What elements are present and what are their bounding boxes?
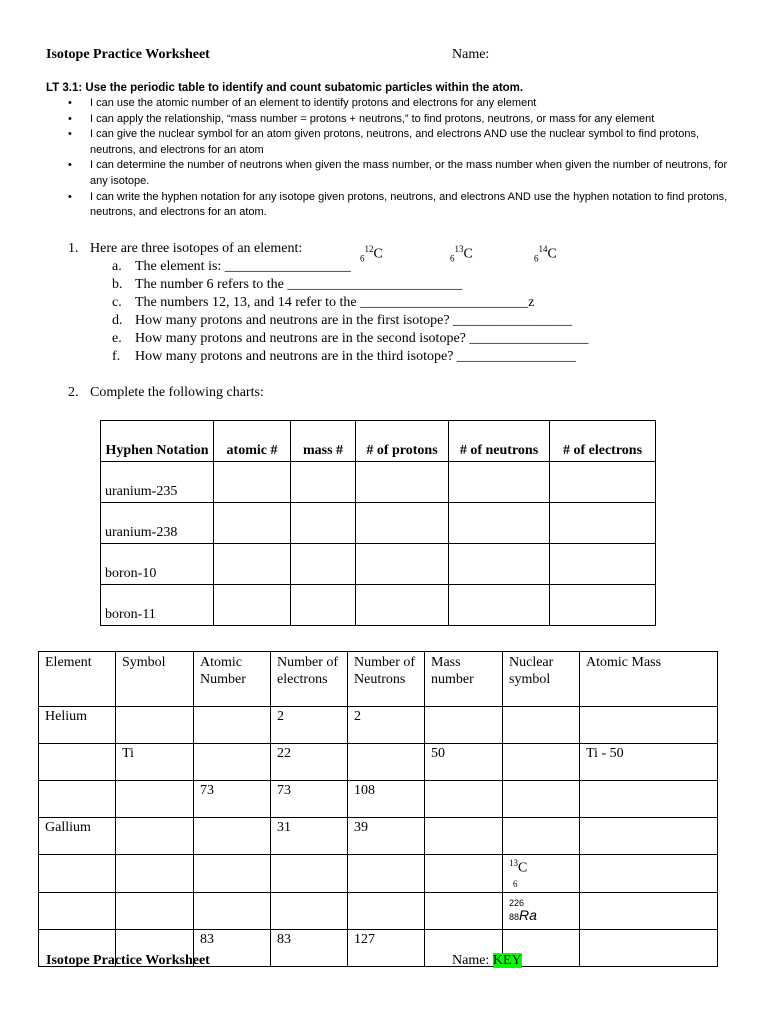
table-cell: 108 <box>348 781 425 818</box>
column-header: # of protons <box>356 421 449 462</box>
column-header: Atomic Number <box>194 652 271 707</box>
table-cell: Helium <box>39 707 116 744</box>
table-cell: uranium-238 <box>101 503 214 544</box>
table-row <box>39 893 718 930</box>
table-cell[interactable] <box>580 707 718 744</box>
table-row <box>101 462 656 503</box>
table-cell[interactable] <box>348 855 425 893</box>
table-cell[interactable] <box>348 744 425 781</box>
table-cell[interactable] <box>348 893 425 930</box>
table-header-row <box>39 652 718 707</box>
table-cell[interactable] <box>291 544 356 585</box>
learning-target-title: LT 3.1: Use the periodic table to identify and count subatomic particles within the atom. <box>46 82 524 94</box>
list-item: • I can determine the number of neutrons when given the mass number, or the mass number when given the number of neutrons, for any isotope. <box>68 159 728 187</box>
column-header: Number of electrons <box>271 652 348 707</box>
table-cell[interactable] <box>580 818 718 855</box>
table-cell[interactable] <box>580 855 718 893</box>
name-label: Name: <box>452 47 490 62</box>
table-cell[interactable] <box>39 781 116 818</box>
table-cell[interactable] <box>116 855 194 893</box>
question-text: Complete the following charts: <box>90 385 264 400</box>
hyphen-notation-chart <box>100 420 656 626</box>
table-cell[interactable] <box>194 707 271 744</box>
table-cell[interactable] <box>449 462 550 503</box>
table-row <box>101 585 656 626</box>
column-header: Symbol <box>116 652 194 707</box>
table-row <box>39 744 718 781</box>
table-row <box>39 855 718 893</box>
isotope-c12: $_6^{12}$C <box>360 244 383 264</box>
table-cell[interactable] <box>194 893 271 930</box>
table-header-row <box>101 421 656 462</box>
table-cell: Gallium <box>39 818 116 855</box>
worksheet-header <box>46 47 746 67</box>
table-cell[interactable] <box>503 744 580 781</box>
column-header: Element <box>39 652 116 707</box>
nuclear-symbol-ra226: 226 88Ra <box>503 893 580 930</box>
column-header: Nuclear symbol <box>503 652 580 707</box>
table-cell[interactable] <box>580 893 718 930</box>
table-cell[interactable] <box>550 503 656 544</box>
column-header: Mass number <box>425 652 503 707</box>
table-cell: 127 <box>348 930 425 967</box>
element-chart <box>38 651 718 967</box>
table-cell: boron-11 <box>101 585 214 626</box>
table-cell[interactable] <box>116 707 194 744</box>
table-cell: 83 <box>194 930 271 967</box>
table-cell[interactable] <box>291 503 356 544</box>
table-cell[interactable] <box>39 744 116 781</box>
question-number: 1. <box>68 241 79 256</box>
key-highlight: KEY <box>492 953 522 968</box>
table-cell: 2 <box>271 707 348 744</box>
table-cell[interactable] <box>194 744 271 781</box>
answer-key-header <box>46 953 746 973</box>
table-cell[interactable] <box>550 585 656 626</box>
list-item: • I can write the hyphen notation for any isotope given protons, neutrons, and electrons AND use the hyphen notation to find protons, neutrons, and electrons for an atom. <box>68 190 728 219</box>
isotope-c13: $_6^{13}$C <box>450 244 473 264</box>
table-cell[interactable] <box>214 462 291 503</box>
table-cell[interactable] <box>580 781 718 818</box>
table-cell: Ti - 50 <box>580 744 718 781</box>
table-cell[interactable] <box>271 855 348 893</box>
table-cell[interactable] <box>449 544 550 585</box>
table-cell[interactable] <box>271 893 348 930</box>
sub-question-a: a. The element is: __________________ <box>112 259 351 274</box>
table-cell[interactable] <box>356 585 449 626</box>
sub-question-d: d. How many protons and neutrons are in the first isotope? _________________ <box>112 313 573 328</box>
table-cell[interactable] <box>503 707 580 744</box>
table-cell[interactable] <box>116 818 194 855</box>
table-cell: 22 <box>271 744 348 781</box>
table-cell: 73 <box>271 781 348 818</box>
table-cell[interactable] <box>356 462 449 503</box>
table-cell[interactable] <box>425 781 503 818</box>
column-header: Hyphen Notation <box>101 421 214 462</box>
table-cell[interactable] <box>503 781 580 818</box>
question-number: 2. <box>68 385 79 400</box>
table-cell: uranium-235 <box>101 462 214 503</box>
table-cell[interactable] <box>425 707 503 744</box>
table-cell[interactable] <box>291 462 356 503</box>
sub-question-b: b. The number 6 refers to the _________________________ <box>112 277 463 292</box>
table-cell[interactable] <box>116 893 194 930</box>
table-cell[interactable] <box>503 818 580 855</box>
list-item: • I can give the nuclear symbol for an atom given protons, neutrons, and electrons AND use the nuclear symbol to find protons, neutrons, and electrons for an atom <box>68 128 700 156</box>
table-cell[interactable] <box>194 818 271 855</box>
table-row <box>39 781 718 818</box>
table-cell[interactable] <box>291 585 356 626</box>
column-header: Atomic Mass <box>580 652 718 707</box>
name-label: Name: KEY <box>452 953 522 968</box>
table-cell: boron-10 <box>101 544 214 585</box>
table-cell[interactable] <box>39 855 116 893</box>
learning-target <box>46 82 736 221</box>
table-cell[interactable] <box>550 462 656 503</box>
table-cell[interactable] <box>116 781 194 818</box>
table-cell[interactable] <box>214 585 291 626</box>
table-cell[interactable] <box>214 503 291 544</box>
worksheet-title: Isotope Practice Worksheet <box>46 47 210 62</box>
learning-target-list <box>46 96 736 221</box>
table-cell[interactable] <box>39 893 116 930</box>
table-cell: 83 <box>271 930 348 967</box>
isotope-c14: $_6^{14}$C <box>534 244 557 264</box>
table-cell[interactable] <box>425 893 503 930</box>
sub-question-f: f. How many protons and neutrons are in the third isotope? _________________ <box>112 349 576 364</box>
table-cell[interactable] <box>425 855 503 893</box>
table-cell: Ti <box>116 744 194 781</box>
nuclear-symbol-c13: $^{13}$C $_6$ <box>503 855 580 893</box>
list-item: • I can use the atomic number of an element to identify protons and electrons for any element <box>68 97 537 109</box>
question-1 <box>68 240 748 366</box>
table-cell[interactable] <box>356 503 449 544</box>
table-row <box>101 544 656 585</box>
table-row <box>39 707 718 744</box>
column-header: # of electrons <box>550 421 656 462</box>
table-cell: 50 <box>425 744 503 781</box>
table-cell[interactable] <box>214 544 291 585</box>
table-cell[interactable] <box>449 585 550 626</box>
question-text: Here are three isotopes of an element: <box>90 241 303 256</box>
table-cell: 31 <box>271 818 348 855</box>
list-item: • I can apply the relationship, “mass number = protons + neutrons,” to find protons, neutrons, or mass for any element <box>68 112 655 125</box>
column-header: atomic # <box>214 421 291 462</box>
sub-question-c: c. The numbers 12, 13, and 14 refer to the ________________________z <box>112 295 535 310</box>
table-cell: 39 <box>348 818 425 855</box>
column-header: Number of Neutrons <box>348 652 425 707</box>
column-header: # of neutrons <box>449 421 550 462</box>
table-cell[interactable] <box>550 544 656 585</box>
table-cell[interactable] <box>356 544 449 585</box>
table-cell[interactable] <box>449 503 550 544</box>
table-cell: 73 <box>194 781 271 818</box>
sub-question-e: e. How many protons and neutrons are in the second isotope? _________________ <box>112 331 589 346</box>
table-cell[interactable] <box>194 855 271 893</box>
table-row <box>39 818 718 855</box>
column-header: mass # <box>291 421 356 462</box>
worksheet-title: Isotope Practice Worksheet <box>46 953 210 968</box>
table-cell: 2 <box>348 707 425 744</box>
question-2 <box>68 384 468 402</box>
table-row <box>101 503 656 544</box>
table-cell[interactable] <box>425 818 503 855</box>
